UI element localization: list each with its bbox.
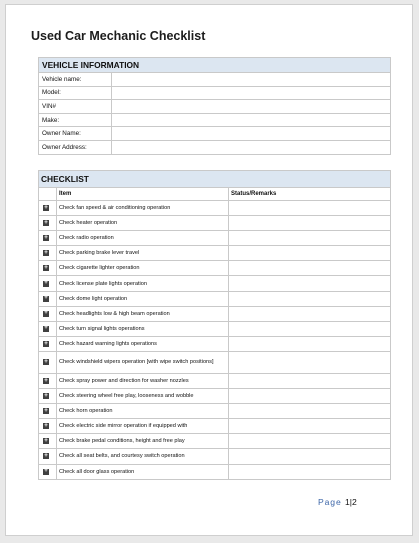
status-cell[interactable] (229, 434, 391, 449)
checklist-heading: CHECKLIST (39, 171, 391, 188)
checklist-item: Check hazard warning lights operations (57, 336, 229, 351)
page-number (318, 497, 357, 507)
status-cell[interactable] (229, 373, 391, 388)
checklist-item: Check license plate lights operation (57, 276, 229, 291)
page-total: 2 (351, 497, 357, 507)
field-value[interactable] (112, 113, 391, 127)
checklist-item: Check horn operation (57, 404, 229, 419)
checkbox-icon[interactable] (43, 393, 49, 399)
page-current: 1 (344, 497, 350, 507)
status-cell[interactable] (229, 449, 391, 464)
checkbox-icon[interactable] (43, 326, 49, 332)
status-cell[interactable] (229, 231, 391, 246)
checklist-item: Check all seat belts, and courtesy switch operation (57, 449, 229, 464)
checklist-item: Check cigarette lighter operation (57, 261, 229, 276)
status-cell[interactable] (229, 306, 391, 321)
field-value[interactable] (112, 73, 391, 87)
checkbox-icon[interactable] (43, 235, 49, 241)
field-value[interactable] (112, 127, 391, 141)
checkbox-icon[interactable] (43, 296, 49, 302)
field-label: Owner Name: (39, 127, 112, 141)
status-cell[interactable] (229, 276, 391, 291)
page-separator: | (349, 497, 352, 507)
status-cell[interactable] (229, 201, 391, 216)
checkbox-icon[interactable] (43, 281, 49, 287)
checkbox-icon[interactable] (43, 311, 49, 317)
checkbox-icon[interactable] (43, 408, 49, 414)
checklist-item: Check heater operation (57, 216, 229, 231)
status-cell[interactable] (229, 464, 391, 479)
status-cell[interactable] (229, 261, 391, 276)
checkbox-icon[interactable] (43, 438, 49, 444)
status-cell[interactable] (229, 389, 391, 404)
status-cell[interactable] (229, 321, 391, 336)
status-cell[interactable] (229, 404, 391, 419)
status-column-header: Status/Remarks (229, 188, 391, 201)
checkbox-icon[interactable] (43, 359, 49, 365)
page-label: Page (318, 497, 342, 507)
checkbox-icon[interactable] (43, 469, 49, 475)
checklist-item: Check electric side mirror operation if equipped with (57, 419, 229, 434)
checkbox-icon[interactable] (43, 250, 49, 256)
checkbox-column-header (39, 188, 57, 201)
checkbox-icon[interactable] (43, 423, 49, 429)
status-cell[interactable] (229, 216, 391, 231)
field-label: Owner Address: (39, 140, 112, 154)
checklist-item: Check radio operation (57, 231, 229, 246)
checklist-item: Check windshield wipers operation [with wipe switch positions] (57, 351, 229, 373)
vehicle-info-table (38, 57, 391, 155)
page-title: Used Car Mechanic Checklist (31, 29, 206, 43)
checklist-item: Check steering wheel free play, looseness and wobble (57, 389, 229, 404)
checklist-item: Check brake pedal conditions, height and free play (57, 434, 229, 449)
checklist-item: Check headlights low & high beam operation (57, 306, 229, 321)
field-value[interactable] (112, 140, 391, 154)
status-cell[interactable] (229, 291, 391, 306)
field-value[interactable] (112, 100, 391, 114)
field-label: Vehicle name: (39, 73, 112, 87)
checklist-item: Check spray power and direction for washer nozzles (57, 373, 229, 388)
field-label: Model: (39, 86, 112, 100)
checkbox-icon[interactable] (43, 453, 49, 459)
field-label: Make: (39, 113, 112, 127)
checklist-item: Check fan speed & air conditioning operation (57, 201, 229, 216)
document-page (5, 4, 413, 536)
checklist-item: Check dome light operation (57, 291, 229, 306)
checklist-item: Check parking brake lever travel (57, 246, 229, 261)
checkbox-icon[interactable] (43, 220, 49, 226)
field-value[interactable] (112, 86, 391, 100)
checkbox-icon[interactable] (43, 205, 49, 211)
vehicle-info-heading: VEHICLE INFORMATION (39, 58, 391, 73)
checklist-table (38, 170, 391, 480)
status-cell[interactable] (229, 351, 391, 373)
status-cell[interactable] (229, 246, 391, 261)
status-cell[interactable] (229, 419, 391, 434)
item-column-header: Item (57, 188, 229, 201)
checklist-item: Check all door glass operation (57, 464, 229, 479)
status-cell[interactable] (229, 336, 391, 351)
checkbox-icon[interactable] (43, 341, 49, 347)
checklist-item: Check turn signal lights operations (57, 321, 229, 336)
field-label: VIN# (39, 100, 112, 114)
checkbox-icon[interactable] (43, 265, 49, 271)
checkbox-icon[interactable] (43, 378, 49, 384)
